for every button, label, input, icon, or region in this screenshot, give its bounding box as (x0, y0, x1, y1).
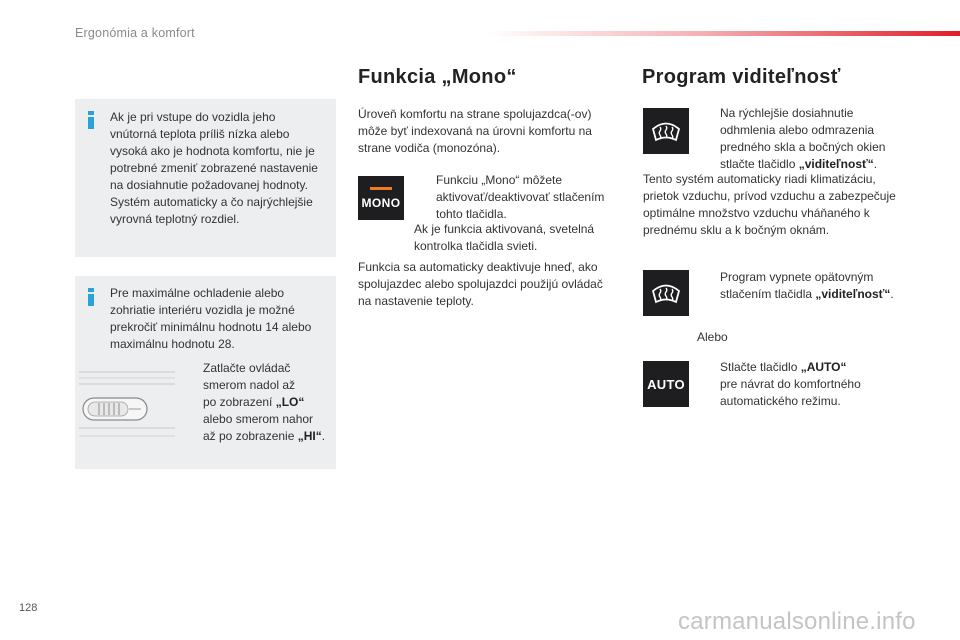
mono-instruction: Funkciu „Mono“ môžete aktivovať/deaktivovať stlačením tohto tlačidla. (436, 173, 605, 221)
temperature-knob-illustration (79, 366, 175, 446)
info-icon (88, 288, 94, 306)
windshield-defrost-icon (649, 116, 683, 146)
mono-intro: Úroveň komfortu na strane spolujazdca(-ov) môže byť indexovaná na úrovni komfortu na strane vodiča (monozóna). (358, 107, 592, 155)
visibility-activate-instruction: Na rýchlejšie dosiahnutie odhmlenia alebo odmrazenia predného skla a bočných okien stlačte tlačidlo „viditeľnosť“. (720, 106, 886, 171)
visibility-button-icon-2 (643, 270, 689, 316)
info-box-lo-hi-text: Pre maximálne ochladenie alebo zohriatie interiéru vozidla je možné prekročiť minimálnu hodnotu 14 alebo maximálnu hodnotu 28. (110, 286, 312, 351)
page-number: 128 (19, 602, 38, 614)
auto-button-icon: AUTO (643, 361, 689, 407)
mono-outro: Funkcia sa automaticky deaktivuje hneď, ako spolujazdec alebo spolujazdci použijú ovládač na nastavenie teploty. (358, 260, 603, 308)
mono-button-icon: MONO (358, 176, 404, 220)
visibility-deactivate-instruction: Program vypnete opätovným stlačením tlačidla „viditeľnosť“. (720, 270, 894, 301)
info-box-comfort-text: Ak je pri vstupe do vozidla jeho vnútorná teplota príliš nízka alebo vysoká ako je hodnota komfortu, nie je potrebné zmeniť zobrazené nastavenie na dosiahnutie požadovanej hodnoty. Systém automaticky a čo najrýchlejšie vyrovná teplotný rozdiel. (110, 110, 318, 226)
header-accent-bar (488, 31, 960, 36)
mono-indicator-led (370, 187, 392, 190)
watermark: carmanualsonline.info (678, 608, 916, 635)
running-header: Ergonómia a komfort (75, 26, 195, 40)
lo-hi-instruction: Zatlačte ovládač smerom nadol až po zobrazení „LO“ alebo smerom nahor až po zobrazenie „HI“. (203, 361, 326, 443)
auto-instruction: Stlačte tlačidlo „AUTO“ pre návrat do komfortného automatického režimu. (720, 360, 861, 408)
mono-note: Ak je funkcia aktivovaná, svetelná kontrolka tlačidla svieti. (414, 222, 595, 253)
mono-section-title: Funkcia „Mono“ (358, 66, 517, 88)
visibility-section-title: Program viditeľnosť (642, 66, 841, 88)
visibility-button-icon (643, 108, 689, 154)
info-box-comfort (75, 99, 336, 257)
visibility-description: Tento systém automaticky riadi klimatizáciu, prietok vzduchu, prívod vzduchu a zabezpečuje optimálne množstvo vzduchu vháňaného k prednému sklu a k bočným oknám. (643, 172, 896, 237)
windshield-defrost-icon (649, 278, 683, 308)
info-icon (88, 111, 94, 129)
alebo-label: Alebo (697, 330, 728, 344)
